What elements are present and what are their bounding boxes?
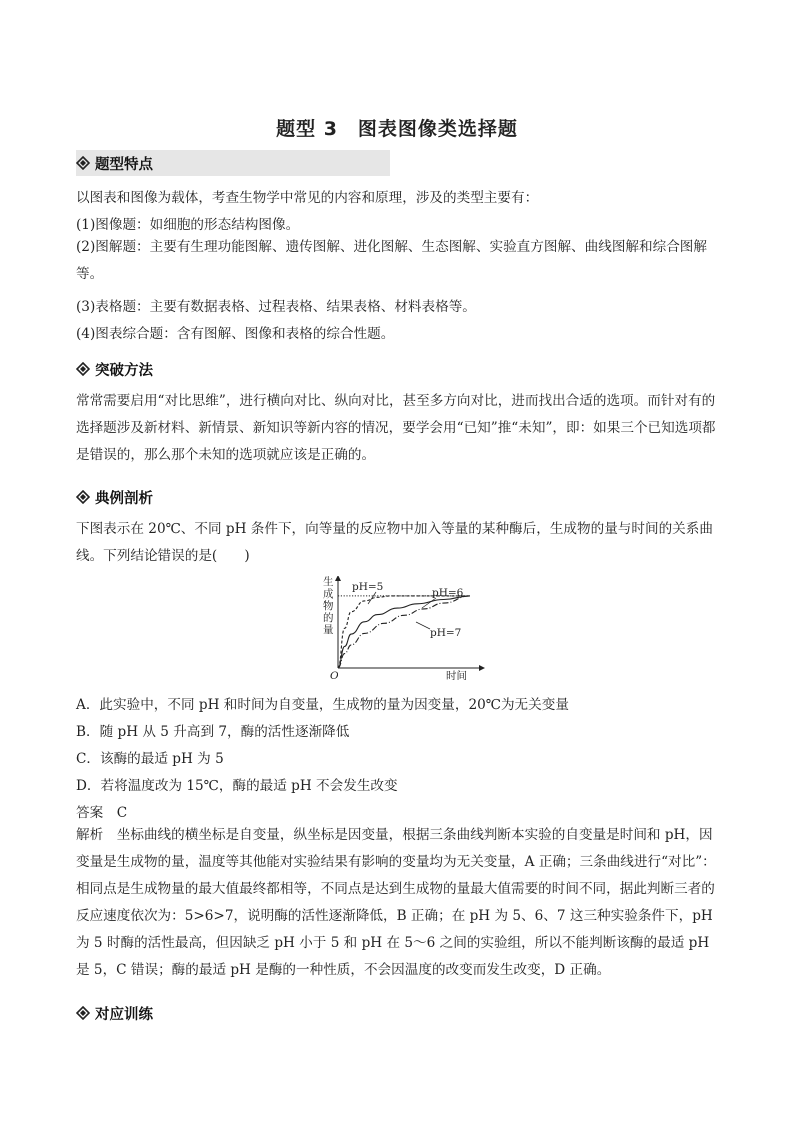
leader-line-ph7 [416,622,430,629]
features-intro: 以图表和图像为载体，考查生物学中常见的内容和原理，涉及的类型主要有： [76,190,539,206]
y-axis-label-char: 的 [323,612,334,624]
enzyme-curve-chart [318,576,486,680]
legend-label-ph5: pH=5 [352,581,384,593]
leader-line-ph5 [368,592,376,604]
section-heading: 突破方法 [95,362,153,379]
diamond-bullet-icon [76,490,90,504]
features-item-1: (1)图像题：如细胞的形态结构图像。 [76,217,300,233]
legend-label-ph6: pH=6 [432,587,464,599]
option-c: C．该酶的最适 pH 为 5 [76,751,224,767]
y-axis-label-char: 量 [323,624,334,636]
x-axis-label: 时间 [446,670,467,680]
section-header-example [76,484,153,510]
section-header-method [76,356,153,382]
example-question: 下图表示在 20℃、不同 pH 条件下，向等量的反应物中加入等量的某种酶后，生成物的量与时间的关系曲线。下列结论错误的是( ) [76,521,713,564]
option-d: D．若将温度改为 15℃，酶的最适 pH 不会发生改变 [76,778,398,794]
option-b: B．随 pH 从 5 升高到 7，酶的活性逐渐降低 [76,724,350,740]
analysis-paragraph: 解析 坐标曲线的横坐标是自变量，纵坐标是因变量，根据三条曲线判断本实验的自变量是时间和 pH，因变量是生成物的量，温度等其他能对实验结果有影响的变量均为无关变量，A 正确；三条曲线进行“对比”：相同点是生成物量的最大值最终都相等，不同点是达到生成物的量最大值需要的时间不同，据此判断三者的反应速度依次为：5>6>7，说明酶的活性逐渐降低，B 正确；在 pH 为 5、6、7 这三种实验条件下，pH 为 5 时酶的活性最高，但因缺乏 pH 小于 5 和 pH 在 5～6 之间的实验组，所以不能判断该酶的最适 pH 是 5，C 错误；酶的最适 pH 是酶的一种性质，不会因温度的改变而发生改变，D 正确。 [76,827,716,978]
option-a: A．此实验中，不同 pH 和时间为自变量，生成物的量为因变量，20℃为无关变量 [76,697,569,713]
answer-line: 答案 C [76,805,128,821]
diamond-bullet-icon [76,1006,90,1020]
section-heading: 典例剖析 [95,490,153,507]
features-item-4: (4)图表综合题：含有图解、图像和表格的综合性题。 [76,326,395,342]
section-header-features [76,150,390,176]
legend-label-ph7: pH=7 [430,627,462,639]
section-heading: 对应训练 [95,1006,153,1023]
page-title: 题型 3 图表图像类选择题 [276,118,518,140]
features-item-3: (3)表格题：主要有数据表格、过程表格、结果表格、材料表格等。 [76,299,476,315]
features-item-2: (2)图解题：主要有生理功能图解、遗传图解、进化图解、生态图解、实验直方图解、曲线图解和综合图解等。 [76,239,707,282]
diamond-bullet-icon [76,362,90,376]
section-header-practice [76,1000,153,1026]
origin-label: O [330,670,339,680]
y-axis-label-char: 物 [323,600,334,612]
y-axis-label-char: 成 [323,588,334,600]
y-axis-label-char: 生 [323,576,334,588]
section-heading: 题型特点 [95,156,153,173]
method-paragraph: 常常需要启用“对比思维”，进行横向对比、纵向对比，甚至多方向对比，进而找出合适的选项。而针对有的选择题涉及新材料、新情景、新知识等新内容的情况，要学会用“已知”推“未知”，即：如果三个已知选项都是错误的，那么那个未知的选项就应该是正确的。 [76,393,716,463]
diamond-bullet-icon [76,156,90,170]
